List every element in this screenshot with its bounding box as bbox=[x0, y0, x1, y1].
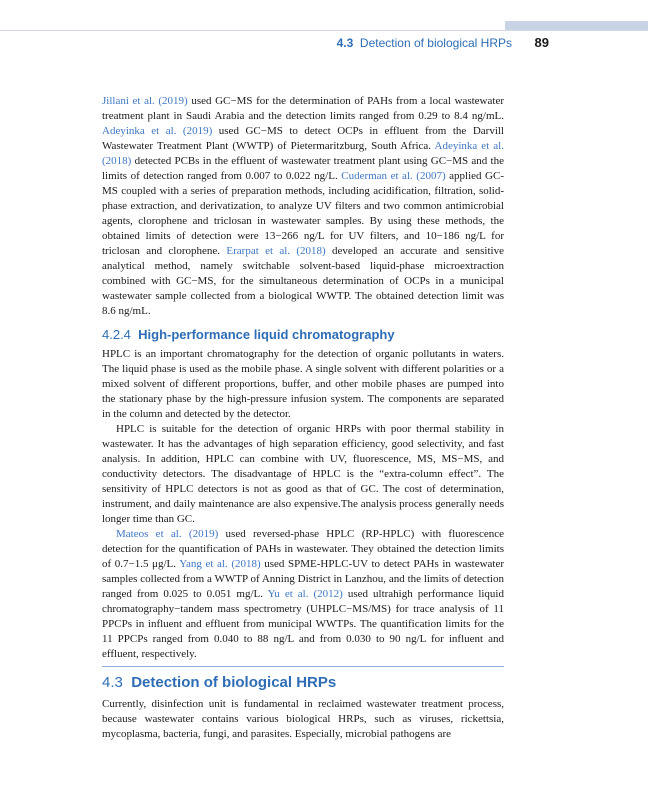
running-head bbox=[0, 36, 512, 50]
citation-link[interactable]: Jillani et al. (2019) bbox=[102, 95, 188, 107]
citation-link[interactable]: Adeyinka et al. (2019) bbox=[102, 125, 213, 137]
citation-link[interactable]: Yang et al. (2018) bbox=[179, 558, 261, 570]
page-number: 89 bbox=[534, 35, 549, 50]
subsection-number: 4.2.4 bbox=[102, 327, 131, 342]
citation-link[interactable]: Yu et al. (2012) bbox=[267, 588, 343, 600]
subsection-heading bbox=[102, 327, 504, 342]
citation-link[interactable]: Adeyinka et al. (2018) bbox=[102, 140, 504, 167]
citation-link[interactable]: Cuderman et al. (2007) bbox=[341, 170, 446, 182]
paragraph: Mateos et al. (2019) used reversed-phase HPLC (RP-HPLC) with fluorescence detection for the quantification of PAHs in wastewater. They obtained the detection limits of 0.7−1.5 μg/L. Yang et al. (2018) used SPME-HPLC-UV to detect PAHs in wastewater samples collected from a WWTP of Anning District in Lanzhou, and the limits of detection ranged from 0.025 to 0.051 mg/L. Yu et al. (2012) used ultrahigh performance liquid chromatography−tandem mass spectrometry (UHPLC−MS/MS) for trace analysis of 11 PPCPs in influent and effluent from municipal WWTPs. The quantification limits for the 11 PPCPs ranged from 0.040 to 88 ng/L and from 0.030 to 90 ng/L for influent and effluent, respectively. bbox=[102, 528, 505, 660]
section-number: 4.3 bbox=[102, 674, 123, 691]
running-head-section-number: 4.3 bbox=[336, 36, 354, 50]
section-divider bbox=[102, 666, 504, 667]
section-heading bbox=[102, 674, 504, 691]
citation-link[interactable]: Erarpat et al. (2018) bbox=[226, 245, 326, 257]
hplc-paragraph-block bbox=[102, 347, 504, 662]
citation-link[interactable]: Mateos et al. (2019) bbox=[116, 528, 219, 540]
subsection-title: High-performance liquid chromatography bbox=[138, 327, 395, 342]
header-accent-bar bbox=[505, 21, 648, 30]
paragraph: Jillani et al. (2019) used GC−MS for the determination of PAHs from a local wastewater treatment plant in Saudi Arabia and the detection limits ranged from 0.29 to 8.4 ng/mL. Adeyinka et al. (2019) used GC−MS to detect OCPs in effluent from the Darvill Wastewater Treatment Plant (WWTP) of Pietermaritzburg, South Africa. Adeyinka et al. (2018) detected PCBs in the effluent of wastewater treatment plant using GC−MS and the limits of detection ranged from 0.007 to 0.022 ng/L. Cuderman et al. (2007) applied GC-MS coupled with a series of preparation methods, including acidification, filtration, solid-phase extraction, and derivatization, to analyze UV filters and two common antimicrobial agents, clorophene and triclosan in wastewater samples. By using these methods, the obtained limits of detection were 13−266 ng/L for UV filters, and 10−186 ng/L for triclosan and clorophene. Erarpat et al. (2018) developed an accurate and sensitive analytical method, namely switchable solvent-based liquid-phase microextraction combined with GC−MS, for the simultaneous determination of OCPs in a municipal wastewater sample collected from a biological WWTP. The obtained detection limit was 8.6 ng/mL. bbox=[102, 95, 504, 317]
gcms-paragraph-block bbox=[102, 94, 504, 319]
biological-paragraph-block bbox=[102, 697, 504, 742]
paragraph: HPLC is suitable for the detection of organic HRPs with poor thermal stability in wastewater. It has the advantages of high separation efficiency, good selectivity, and fast analysis. In addition, HPLC can combine with UV, fluorescence, MS, MS−MS, and conductivity detectors. The disadvantage of HPLC is the “extra-column effect”. The sensitivity of HPLC detectors is not as good as that of GC. The cost of determination, instrument, and daily maintenance are also expensive.The analysis process generally needs longer time than GC. bbox=[102, 423, 504, 525]
running-head-section-title: Detection of biological HRPs bbox=[359, 36, 512, 50]
header-rule bbox=[0, 30, 648, 31]
paragraph: HPLC is an important chromatography for the detection of organic pollutants in waters. The liquid phase is used as the mobile phase. A single solvent with different polarities or a mixed solvent of different proportions, buffer, and other mobile phases are pumped into the stationary phase by the high-pressure infusion system. The components are separated in the column and detected by the detector. bbox=[102, 348, 504, 420]
section-title: Detection of biological HRPs bbox=[131, 674, 337, 691]
paragraph: Currently, disinfection unit is fundamental in reclaimed wastewater treatment process, because wastewater contains various biological HRPs, such as viruses, rickettsia, mycoplasma, bacteria, fungi, and parasites. Especially, microbial pathogens are bbox=[102, 698, 504, 740]
